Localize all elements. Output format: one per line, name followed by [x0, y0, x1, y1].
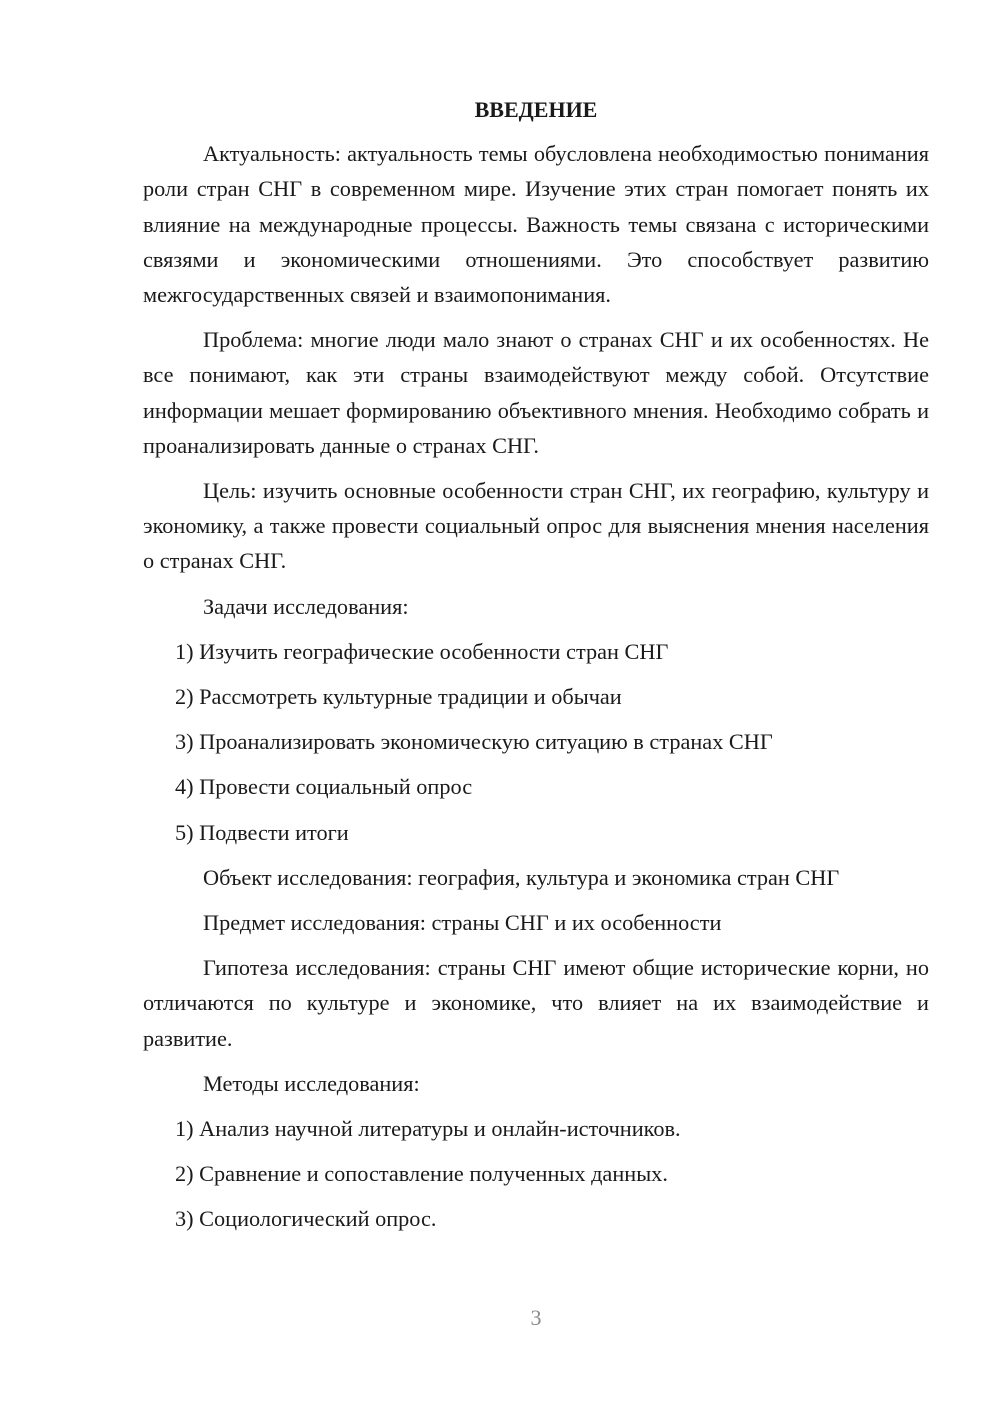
tasks-heading: Задачи исследования:	[203, 593, 409, 619]
task-item: 5) Подвести итоги	[175, 819, 349, 845]
task-item: 2) Рассмотреть культурные традиции и обычаи	[175, 684, 622, 710]
document-page	[143, 92, 929, 1247]
task-item: 4) Провести социальный опрос	[175, 774, 473, 800]
section-title: ВВЕДЕНИЕ	[474, 97, 598, 122]
method-item: 2) Сравнение и сопоставление полученных данных.	[175, 1161, 668, 1187]
method-item: 3) Социологический опрос.	[175, 1206, 437, 1232]
task-item: 1) Изучить географические особенности стран СНГ	[175, 638, 669, 664]
method-item: 1) Анализ научной литературы и онлайн-источников.	[175, 1116, 681, 1142]
page-number: 3	[530, 1305, 542, 1330]
methods-heading: Методы исследования:	[203, 1070, 420, 1096]
task-item: 3) Проанализировать экономическую ситуацию в странах СНГ	[175, 729, 773, 755]
tasks-list	[143, 634, 929, 850]
paragraph-problem: Проблема: многие люди мало знают о странах СНГ и их особенностях. Не все понимают, как эти страны взаимодействуют между собой. Отсутствие информации мешает формированию объективного мнения. Необходимо собрать и проанализировать данные о странах СНГ.	[143, 327, 929, 458]
paragraph-object: Объект исследования: география, культура и экономика стран СНГ	[203, 864, 840, 890]
paragraph-hypothesis: Гипотеза исследования: страны СНГ имеют общие исторические корни, но отличаются по культуре и экономике, что влияет на их взаимодействие и развитие.	[143, 955, 929, 1051]
paragraph-goal: Цель: изучить основные особенности стран СНГ, их географию, культуру и экономику, а также провести социальный опрос для выяснения мнения населения о странах СНГ.	[143, 478, 929, 574]
methods-list	[143, 1111, 929, 1237]
paragraph-subject: Предмет исследования: страны СНГ и их особенности	[203, 910, 722, 936]
paragraph-relevance: Актуальность: актуальность темы обусловлена необходимостью понимания роли стран СНГ в современном мире. Изучение этих стран помогает понять их влияние на международные процессы. Важность темы связана с историческими связями и экономическими отношениями. Это способствует развитию межгосударственных связей и взаимопонимания.	[143, 141, 929, 308]
